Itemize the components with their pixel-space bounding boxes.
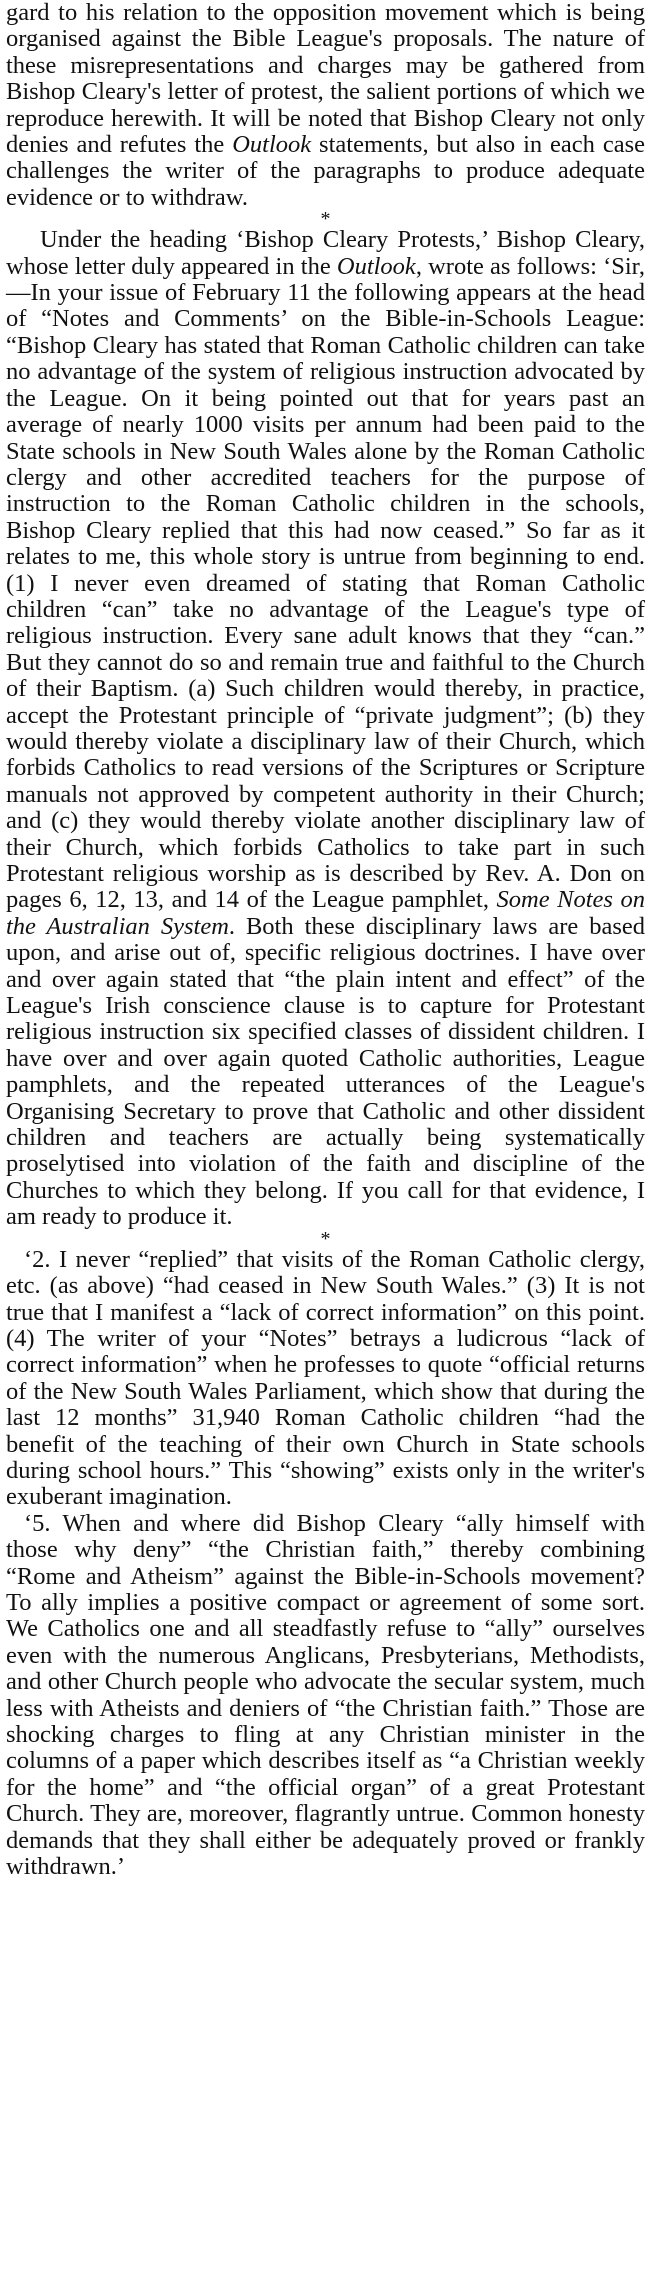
- section-separator-2: *: [320, 1227, 331, 1250]
- paragraph-intro-end: statements, but also in each case challenges the writer of the paragraphs to produce adequate evidence or to withdraw.: [6, 131, 646, 211]
- paragraph-intro: [6, 0, 645, 211]
- outlook-title-italic: Outlook: [232, 131, 312, 159]
- paragraph-point-5: ‘5. When and where did Bishop Cleary “ally himself with those why deny” “the Christian faith,” thereby combining “Rome and Atheism” against the Bible-in-Schools movement? To ally implies a positive compact or agreement of some sort. We Catholics one and all steadfastly refuse to “ally” ourselves even with the numerous Anglicans, Presbyterians, Methodists, and other Church people who advocate the secular system, much less with Atheists and deniers of “the Christian faith.” Those are shocking charges to fling at any Christian minister in the columns of a paper which describes itself as “a Christian weekly for the home” and “the official organ” of a great Protestant Church. They are, moreover, flagrantly untrue. Common honesty demands that they shall either be adequately proved or frankly withdrawn.’: [6, 1509, 645, 1881]
- paragraph-point-2: ‘2. I never “replied” that visits of the Roman Catholic clergy, etc. (as above) “had ceased in New South Wales.” (3) It is not true that I manifest a “lack of correct information” on this point. (4) The writer of your “Notes” betrays a ludicrous “lack of correct information” when he professes to quote “official returns of the New South Wales Parliament, which show that during the last 12 months” 31,940 Roman Catholic children “had the benefit of the teaching of their own Church in State schools during school hours.” This “showing” exists only in the writer's exuberant imagination.: [6, 1245, 645, 1511]
- paragraph-protest-letter: [6, 227, 645, 1230]
- outlook-title-italic-2: Outlook: [336, 252, 416, 280]
- paragraph-intro-text: gard to his relation to the opposition movement which is being organised against the Bible League's proposals. The nature of these misrepresentations and charges may be gathered from Bishop Cleary's letter of protest, the salient portions of which we reproduce herewith. It will be noted that Bishop Cleary not only denies and refutes the: [6, 0, 645, 159]
- protest-letter-text-a: Under the heading ‘Bishop Cleary Protests,’ Bishop Cleary, whose letter duly appeared in the: [6, 226, 645, 280]
- protest-letter-text-b: , wrote as follows: ‘Sir,—In your issue of February 11 the following appears at the head of “Notes and Comments’ on the Bible-in-Schools League: “Bishop Cleary has stated that Roman Catholic children can take no advantage of the system of religious instruction advocated by the League. On it being pointed out that for years past an average of nearly 1000 visits per annum had been paid to the State schools in New South Wales alone by the Roman Catholic clergy and other accredited teachers for the purpose of instruction to the Roman Catholic children in the schools, Bishop Cleary replied that this had now ceased.” So far as it relates to me, this whole story is untrue from beginning to end. (1) I never even dreamed of stating that Roman Catholic children “can” take no advantage of the League's type of religious instruction. Every sane adult knows that they “can.” But they cannot do so and remain true and faithful to the Church of their Baptism. (a) Such children would thereby, in practice, accept the Protestant principle of “private judgment”; (b) they would thereby violate a disciplinary law of their Church, which forbids Catholics to read versions of the Scriptures or Scripture manuals not approved by competent authority in their Church; and (c) they would thereby violate another disciplinary law of their Church, which forbids Catholics to take part in such Protestant religious worship as is described by Rev. A. Don on pages 6, 12, 13, and 14 of the League pamphlet,: [6, 252, 645, 914]
- pamphlet-title-italic: Some Notes on the Australian System: [6, 886, 645, 940]
- protest-letter-text-c: . Both these disciplinary laws are based upon, and arise out of, specific religious doctrines. I have over and over again stated that “the plain intent and effect” of the League's Irish conscience clause is to capture for Protestant religious instruction six specified classes of dissident children. I have over and over again quoted Catholic authorities, League pamphlets, and the repeated utterances of the League's Organising Secretary to prove that Catholic and other dissident children and teachers are actually being systematically proselytised into violation of the faith and discipline of the Churches to which they belong. If you call for that evidence, I am ready to produce it.: [6, 912, 645, 1231]
- section-separator-1: *: [320, 208, 331, 231]
